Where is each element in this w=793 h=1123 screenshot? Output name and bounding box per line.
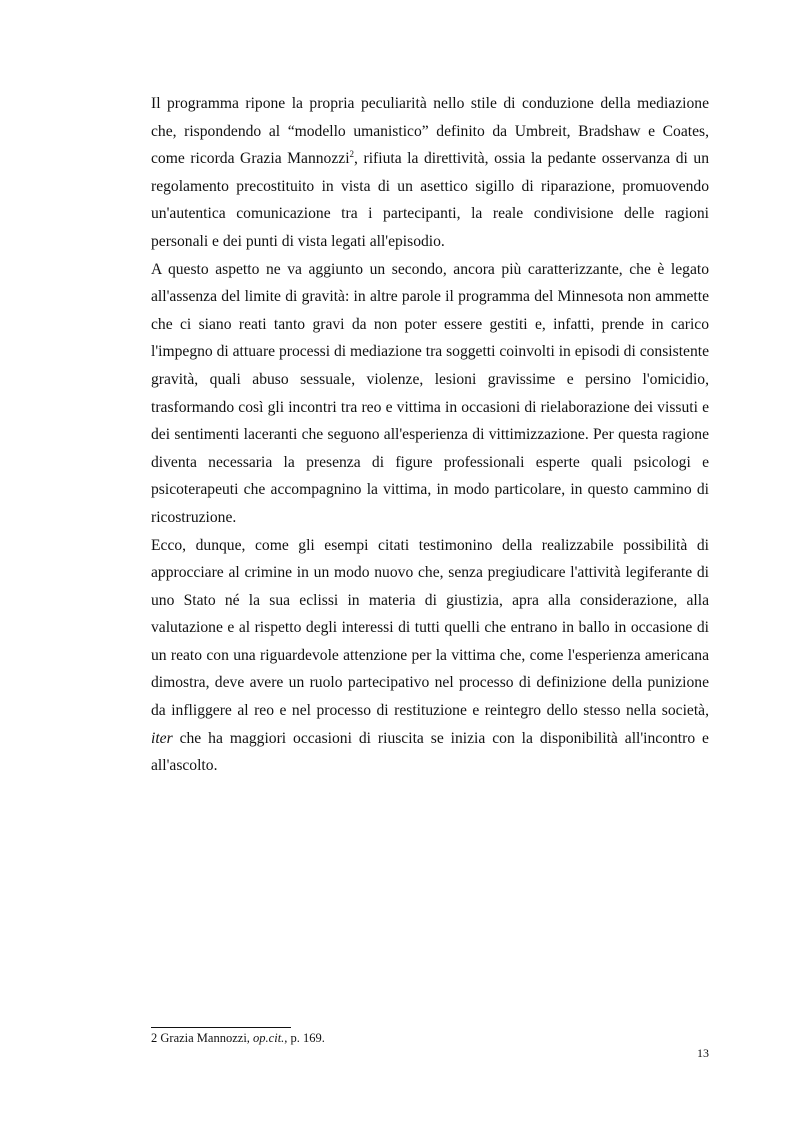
paragraph-3-text-a: Ecco, dunque, come gli esempi citati testimonino della realizzabile possibilità di approcciare al crimine in un modo nuovo che, senza pregiudicare l'attività legiferante di uno Stato né la sua eclissi in materia di giustizia, apra alla considerazione, alla valutazione e al rispetto degli interessi di tutti quelli che entrano in ballo in occasione di un reato con una riguardevole attenzione per la vittima che, come l'esperienza americana dimostra, deve avere un ruolo partecipativo nel processo di definizione della punizione da infliggere al reo e nel processo di restituzione e reintegro dello stesso nella società, — [151, 536, 709, 720]
footnote — [151, 1031, 671, 1046]
paragraph-3 — [151, 532, 709, 780]
page-number: 13 — [697, 1046, 709, 1060]
footnote-prefix: 2 Grazia Mannozzi, — [151, 1031, 250, 1045]
paragraph-3-text-b: che ha maggiori occasioni di riuscita se inizia con la disponibilità all'incontro e all'ascolto. — [151, 729, 709, 775]
paragraph-1-text-a: Il programma ripone la propria peculiarità nello stile di conduzione della mediazione che, rispondendo al “modello umanistico” definito da Umbreit, Bradshaw e Coates, come ricorda Grazia Mannozzi — [151, 95, 709, 168]
paragraph-2: A questo aspetto ne va aggiunto un secondo, ancora più caratterizzante, che è legato all'assenza del limite di gravità: in altre parole il programma del Minnesota non ammette che ci siano reati tanto gravi da non poter essere gestiti e, infatti, prende in carico l'impegno di attuare processi di mediazione tra soggetti coinvolti in episodi di consistente gravità, quali abuso sessuale, violenze, lesioni gravissime e persino l'omicidio, trasformando così gli incontri tra reo e vittima in occasioni di rielaborazione dei vissuti e dei sentimenti laceranti che seguono all'esperienza di vittimizzazione. Per questa ragione diventa necessaria la presenza di figure professionali esperte quali psicologi e psicoterapeuti che accompagnino la vittima, in modo particolare, in questo cammino di ricostruzione. — [151, 260, 709, 526]
footnote-italic: op.cit. — [253, 1031, 285, 1045]
paragraph-1-text-b: , rifiuta la direttività, ossia la pedante osservanza di un regolamento precostituito in vista di un asettico sigillo di riparazione, promuovendo un'autentica comunicazione tra i partecipanti, la reale condivisione delle ragioni personali e dei punti di vista legati all'episodio. — [151, 150, 709, 250]
paragraph-1 — [151, 90, 709, 256]
paragraph-3-italic-term: iter — [151, 729, 173, 747]
body-text — [151, 90, 709, 780]
footnote-divider — [151, 1027, 291, 1028]
footnote-suffix: , p. 169. — [284, 1031, 325, 1045]
footnote-reference: 2 — [349, 149, 355, 159]
